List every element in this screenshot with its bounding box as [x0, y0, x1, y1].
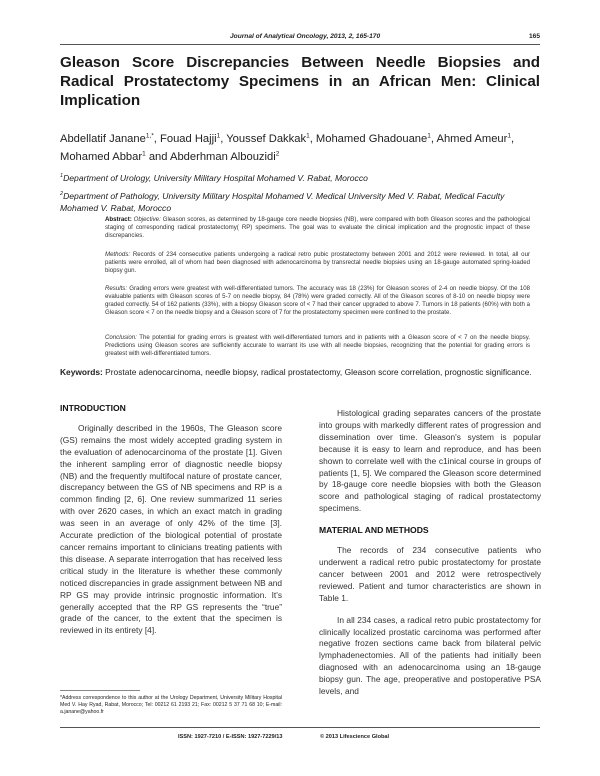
intro-heading: INTRODUCTION [60, 403, 126, 413]
right-column [319, 408, 541, 698]
abstract-conclusion: Conclusion: The potential for grading errors is greatest with well-differentiated tumors and in patients with a Gleason score of < 7 on the needle biopsy. Predictions using Gleason scores are sufficiently accurate to warrant its use with all needle biopsies, recognizing that the potential for grading errors is greatest with well-differentiated tumors. [105, 334, 530, 357]
footer-copyright: © 2013 Lifescience Global [320, 734, 390, 740]
methods-heading: MATERIAL AND METHODS [319, 525, 429, 536]
author: Abdellatif Janane$^{1,*}$, [60, 132, 161, 145]
correspondence-footnote: *Address correspondence to this author at the Urology Department, University Military Hospital Med V. Hay Ryad, Rabat, Morocco; Tel: 00212 61 2193 21; Fax: 00212 5 37 71 68 10; E-mail: a.janane@yahoo.fr [60, 695, 282, 716]
author: Youssef Dakkak$^1$, [226, 132, 316, 145]
header-rule [60, 44, 540, 45]
author: Mohamed Abbar$^1$ and [60, 150, 170, 164]
methods-paragraph-2: In all 234 cases, a radical retro pubic prostatectomy for clinically localized prostatic carcinoma was performed after negative frozen sections came back from bilateral pelvic lymphadenectomies. All of the patients had initially been diagnosed with an adenocarcinoma using an 18-gauge biopsy gun. The age, preoperative and postoperative PSA levels, and [319, 614, 541, 697]
right-paragraph-1: Histological grading separates cancers of the prostate into groups with markedly different rates of progression and dissemination over time. Gleason's system is popular because it is easy to learn and reproduce, and has been shown to correlate well with the c1inical course in groups of patients [1, 5]. We compared the Gleason score determined by 18-gauge core needle biopsies with both the Gleason score and pathological staging of radical prostatectomy specimens. [319, 408, 541, 514]
author: Ahmed Ameur$^1$, [436, 132, 515, 145]
author: Mohamed Ghadouane$^1$, [315, 132, 437, 145]
abstract-results: Results: Grading errors were greatest with well-differentiated tumors. The accuracy was 18 (23%) for Gleason scores of 2-4 on needle biopsy. Of the 108 evaluable patients with Gleason scores of 5-7 on needle biopsy, 84 (78%) were graded correctly. All of the Gleason scores of 8-10 on needle biopsy were graded correctly. 54 of 162 patients (33%), with a biopsy Gleason score of < 7 had their cancer upgraded to above 7. Tumors in 18 patients (60%) with both a Gleason score < 7 on the needle biopsy and a Gleason score of 7 for the prostatectomy specimen were confined to the prostate. [105, 285, 530, 316]
footnote-rule [60, 690, 140, 691]
left-column [60, 403, 282, 637]
affiliation-2: $^2$Department of Pathology, University Military Hospital Mohamed V. Medical University Med V. Rabat, Medical Faculty Mohamed V. Rabat, Morocco [60, 190, 505, 214]
abstract-methods: Methods: Records of 234 consecutive patients undergoing a radical retro pubic prostatectomy between 2001 and 2012 were reviewed. In total, all our patients were enrolled, all of whom had been diagnosed with adenocarcinoma by transrectal needle biopsies using an 18-gauge automated spring-loaded biopsy gun. [105, 251, 530, 274]
footer-rule [60, 727, 540, 728]
journal-citation: Journal of Analytical Oncology, 2013, 2, 165-170 [230, 33, 381, 40]
keywords: Keywords: Prostate adenocarcinoma, needle biopsy, radical prostatectomy, Gleason score correlation, prognostic significance. [60, 367, 532, 377]
methods-paragraph-1: The records of 234 consecutive patients who underwent a radical retro pubic prostatectomy for prostate cancer between 2001 and 2012 were retrospectively reviewed. Patient and tumor characteristics are shown in Table 1. [319, 545, 541, 603]
author: Fouad Hajji$^1$, [160, 132, 227, 145]
footer-issn: ISSN: 1927-7210 / E-ISSN: 1927-7229/13 [178, 734, 283, 740]
author: Abderhman Albouzidi$^2$ [169, 150, 280, 164]
page-number: 165 [528, 33, 540, 40]
intro-paragraph: Originally described in the 1960s, The Gleason score (GS) remains the most widely accepted grading system in the evaluation of adenocarcinoma of the prostate [1]. Given the inherent sampling error of diagnostic needle biopsy (NB) and the frequently multifocal nature of prostate cancer, discrepancy between the GS of NB specimens and RP is a common finding [2, 6]. One review summarized 11 series with over 2620 cases, in which an exact match in grading was seen in an average of only 42% of the time [3]. Accurate prediction of the biological potential of prostate cancer remains important to clinicians treating patients with this disease. A separate interrogation that has received less critical study in the literature is whether these commonly noticed discrepancies in grade assignment between NB and RP GS may provide intrinsic prognostic information. It's generally accepted that the RP GS represents the “true” grade of the cancer, to the extent that the specimen is reviewed in its entirety [4]. [60, 422, 282, 636]
abstract-objective: Abstract: Objective: Gleason scores, as determined by 18-gauge core needle biopsies (NB), were compared with both Gleason scores and the pathological staging of corresponding radical prostatectomy( RP) specimens. The goal was to evaluate the clinical implication and the prognostic impact of these discrepancies. [105, 216, 531, 239]
paper-title: Gleason Score Discrepancies Between Needle Biopsies and Radical Prostatectomy Specimens in an African Men: Clinical Implication [60, 54, 540, 109]
author-list [60, 128, 540, 165]
affiliation-1: $^1$Department of Urology, University Military Hospital Mohamed V. Rabat, Morocco [60, 172, 368, 183]
